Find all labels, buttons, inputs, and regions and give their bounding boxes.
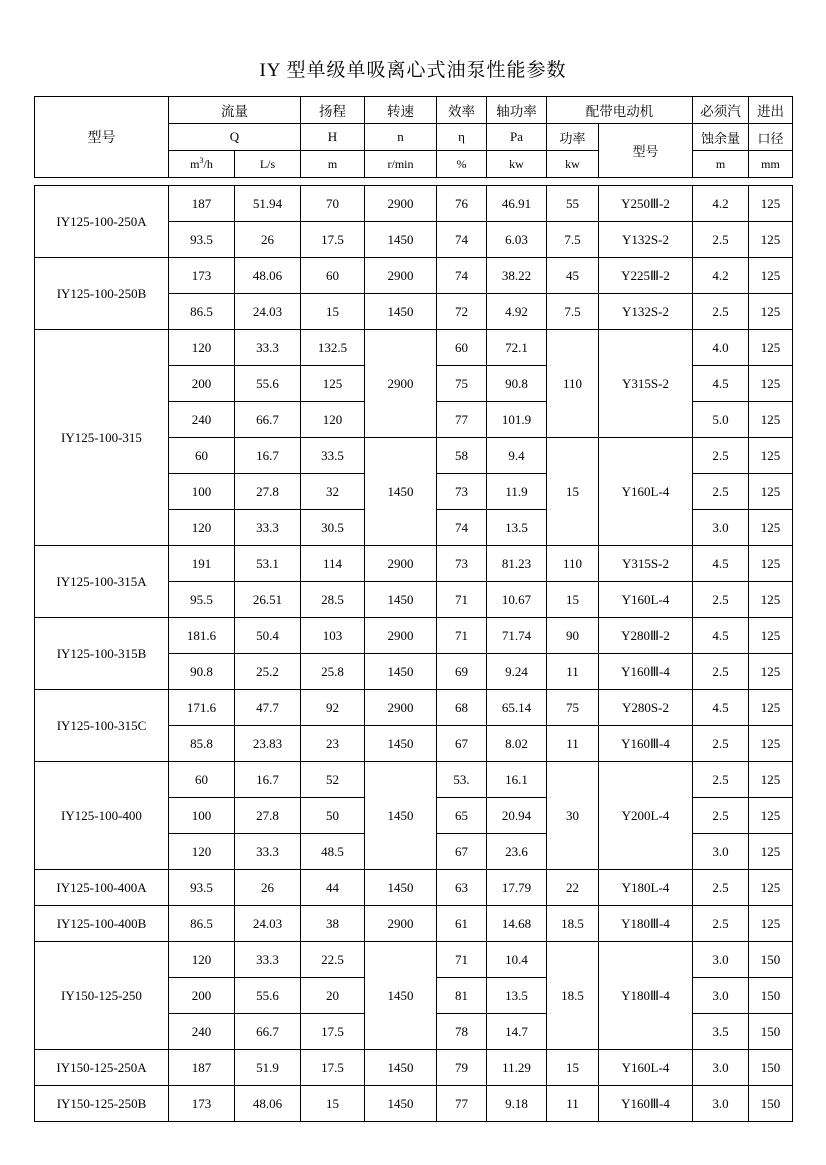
cell-h: 92 xyxy=(301,690,365,726)
cell-kw: 15 xyxy=(547,438,599,546)
cell-q_ls: 33.3 xyxy=(235,330,301,366)
cell-bore: 125 xyxy=(749,438,793,474)
cell-n: 2900 xyxy=(365,618,437,654)
header-unit-npsh: m xyxy=(693,151,749,178)
cell-model: IY125-100-400 xyxy=(35,762,169,870)
cell-h: 132.5 xyxy=(301,330,365,366)
cell-eta: 79 xyxy=(437,1050,487,1086)
header-unit-motor-power: kw xyxy=(547,151,599,178)
cell-q_ls: 66.7 xyxy=(235,402,301,438)
cell-q_m3h: 93.5 xyxy=(169,870,235,906)
cell-q_ls: 50.4 xyxy=(235,618,301,654)
cell-motor: Y160L-4 xyxy=(599,1050,693,1086)
cell-motor: Y180L-4 xyxy=(599,870,693,906)
cell-q_ls: 26.51 xyxy=(235,582,301,618)
cell-npsh: 2.5 xyxy=(693,762,749,798)
cell-model: IY125-100-250B xyxy=(35,258,169,330)
cell-npsh: 2.5 xyxy=(693,906,749,942)
header-motor-model-symbol: 型号 xyxy=(599,124,693,178)
cell-npsh: 3.0 xyxy=(693,978,749,1014)
cell-pa: 10.4 xyxy=(487,942,547,978)
cell-kw: 45 xyxy=(547,258,599,294)
cell-q_ls: 16.7 xyxy=(235,438,301,474)
cell-pa: 46.91 xyxy=(487,186,547,222)
cell-bore: 150 xyxy=(749,1050,793,1086)
cell-pa: 17.79 xyxy=(487,870,547,906)
cell-kw: 110 xyxy=(547,546,599,582)
header-bore-line1: 进出 xyxy=(757,104,784,119)
header-unit-flow-m3h: $m^3/h$ xyxy=(169,151,235,178)
cell-pa: 10.67 xyxy=(487,582,547,618)
cell-h: 103 xyxy=(301,618,365,654)
cell-n: 1450 xyxy=(365,726,437,762)
page-title: IY 型单级单吸离心式油泵性能参数 xyxy=(259,60,567,81)
cell-h: 32 xyxy=(301,474,365,510)
cell-q_m3h: 93.5 xyxy=(169,222,235,258)
cell-npsh: 3.0 xyxy=(693,510,749,546)
cell-motor: Y180Ⅲ-4 xyxy=(599,942,693,1050)
cell-q_m3h: 120 xyxy=(169,510,235,546)
cell-motor: Y160Ⅲ-4 xyxy=(599,726,693,762)
cell-eta: 63 xyxy=(437,870,487,906)
cell-pa: 72.1 xyxy=(487,330,547,366)
cell-kw: 90 xyxy=(547,618,599,654)
table-row xyxy=(35,906,793,942)
cell-eta: 71 xyxy=(437,942,487,978)
cell-h: 17.5 xyxy=(301,1014,365,1050)
cell-kw: 75 xyxy=(547,690,599,726)
cell-kw: 7.5 xyxy=(547,222,599,258)
cell-h: 125 xyxy=(301,366,365,402)
cell-q_m3h: 60 xyxy=(169,438,235,474)
cell-motor: Y132S-2 xyxy=(599,294,693,330)
cell-model: IY125-100-400B xyxy=(35,906,169,942)
cell-bore: 125 xyxy=(749,474,793,510)
cell-h: 22.5 xyxy=(301,942,365,978)
table-row xyxy=(35,1050,793,1086)
header-shaft-power-symbol: Pa xyxy=(487,124,547,151)
cell-bore: 125 xyxy=(749,294,793,330)
cell-npsh: 4.5 xyxy=(693,546,749,582)
cell-npsh: 4.5 xyxy=(693,690,749,726)
cell-eta: 60 xyxy=(437,330,487,366)
cell-bore: 125 xyxy=(749,798,793,834)
cell-eta: 74 xyxy=(437,510,487,546)
cell-model: IY125-100-315A xyxy=(35,546,169,618)
cell-npsh: 2.5 xyxy=(693,726,749,762)
cell-pa: 38.22 xyxy=(487,258,547,294)
cell-eta: 73 xyxy=(437,546,487,582)
cell-pa: 81.23 xyxy=(487,546,547,582)
cell-q_m3h: 60 xyxy=(169,762,235,798)
cell-q_ls: 23.83 xyxy=(235,726,301,762)
cell-pa: 9.4 xyxy=(487,438,547,474)
cell-motor: Y225Ⅲ-2 xyxy=(599,258,693,294)
cell-h: 17.5 xyxy=(301,222,365,258)
cell-motor: Y280Ⅲ-2 xyxy=(599,618,693,654)
cell-h: 44 xyxy=(301,870,365,906)
cell-npsh: 3.0 xyxy=(693,1050,749,1086)
header-shaft-power-group: 轴功率 xyxy=(487,97,547,124)
cell-eta: 69 xyxy=(437,654,487,690)
cell-eta: 72 xyxy=(437,294,487,330)
cell-q_m3h: 90.8 xyxy=(169,654,235,690)
cell-eta: 71 xyxy=(437,582,487,618)
header-unit-flow-ls: L/s xyxy=(235,151,301,178)
cell-kw: 11 xyxy=(547,726,599,762)
cell-model: IY125-100-400A xyxy=(35,870,169,906)
cell-eta: 73 xyxy=(437,474,487,510)
cell-n: 1450 xyxy=(365,438,437,546)
table-row xyxy=(35,330,793,366)
cell-n: 1450 xyxy=(365,582,437,618)
cell-n: 1450 xyxy=(365,762,437,870)
cell-q_m3h: 173 xyxy=(169,258,235,294)
performance-table xyxy=(34,185,793,1122)
cell-n: 2900 xyxy=(365,186,437,222)
cell-npsh: 4.2 xyxy=(693,258,749,294)
cell-model: IY125-100-315 xyxy=(35,330,169,546)
header-unit-head: m xyxy=(301,151,365,178)
cell-pa: 4.92 xyxy=(487,294,547,330)
cell-kw: 11 xyxy=(547,654,599,690)
cell-bore: 125 xyxy=(749,582,793,618)
cell-n: 2900 xyxy=(365,258,437,294)
cell-kw: 55 xyxy=(547,186,599,222)
cell-h: 48.5 xyxy=(301,834,365,870)
cell-eta: 78 xyxy=(437,1014,487,1050)
cell-pa: 71.74 xyxy=(487,618,547,654)
cell-bore: 125 xyxy=(749,366,793,402)
cell-q_ls: 27.8 xyxy=(235,474,301,510)
cell-kw: 18.5 xyxy=(547,906,599,942)
cell-h: 70 xyxy=(301,186,365,222)
cell-q_ls: 53.1 xyxy=(235,546,301,582)
cell-npsh: 3.0 xyxy=(693,1086,749,1122)
cell-eta: 76 xyxy=(437,186,487,222)
cell-q_m3h: 171.6 xyxy=(169,690,235,726)
cell-n: 1450 xyxy=(365,942,437,1050)
cell-q_m3h: 240 xyxy=(169,402,235,438)
cell-bore: 125 xyxy=(749,510,793,546)
cell-model: IY125-100-315B xyxy=(35,618,169,690)
cell-q_m3h: 187 xyxy=(169,1050,235,1086)
cell-motor: Y132S-2 xyxy=(599,222,693,258)
cell-eta: 75 xyxy=(437,366,487,402)
cell-model: IY150-125-250 xyxy=(35,942,169,1050)
cell-h: 120 xyxy=(301,402,365,438)
cell-q_m3h: 120 xyxy=(169,834,235,870)
cell-q_m3h: 200 xyxy=(169,978,235,1014)
cell-motor: Y160L-4 xyxy=(599,438,693,546)
header-unit-efficiency: % xyxy=(437,151,487,178)
cell-h: 38 xyxy=(301,906,365,942)
cell-q_m3h: 187 xyxy=(169,186,235,222)
cell-bore: 150 xyxy=(749,942,793,978)
cell-h: 50 xyxy=(301,798,365,834)
header-npsh-line2: 蚀余量 xyxy=(693,124,749,151)
cell-q_m3h: 86.5 xyxy=(169,906,235,942)
cell-h: 15 xyxy=(301,1086,365,1122)
cell-q_m3h: 120 xyxy=(169,942,235,978)
cell-npsh: 2.5 xyxy=(693,798,749,834)
cell-n: 1450 xyxy=(365,222,437,258)
cell-n: 1450 xyxy=(365,1086,437,1122)
cell-q_m3h: 240 xyxy=(169,1014,235,1050)
cell-npsh: 2.5 xyxy=(693,222,749,258)
cell-motor: Y200L-4 xyxy=(599,762,693,870)
cell-q_m3h: 191 xyxy=(169,546,235,582)
header-npsh-line1: 必须汽 xyxy=(700,104,741,119)
cell-n: 1450 xyxy=(365,870,437,906)
cell-h: 52 xyxy=(301,762,365,798)
cell-npsh: 5.0 xyxy=(693,402,749,438)
table-row xyxy=(35,618,793,654)
cell-n: 1450 xyxy=(365,1050,437,1086)
cell-kw: 15 xyxy=(547,1050,599,1086)
cell-bore: 150 xyxy=(749,1014,793,1050)
cell-pa: 23.6 xyxy=(487,834,547,870)
cell-q_m3h: 100 xyxy=(169,798,235,834)
cell-npsh: 2.5 xyxy=(693,438,749,474)
header-unit-bore: mm xyxy=(749,151,793,178)
cell-npsh: 2.5 xyxy=(693,474,749,510)
cell-pa: 14.7 xyxy=(487,1014,547,1050)
cell-npsh: 2.5 xyxy=(693,582,749,618)
cell-eta: 65 xyxy=(437,798,487,834)
cell-kw: 7.5 xyxy=(547,294,599,330)
table-row xyxy=(35,546,793,582)
header-flow-symbol: Q xyxy=(169,124,301,151)
cell-bore: 125 xyxy=(749,762,793,798)
cell-eta: 71 xyxy=(437,618,487,654)
cell-q_m3h: 200 xyxy=(169,366,235,402)
cell-q_ls: 66.7 xyxy=(235,1014,301,1050)
cell-kw: 22 xyxy=(547,870,599,906)
cell-n: 2900 xyxy=(365,690,437,726)
table-row xyxy=(35,942,793,978)
cell-kw: 30 xyxy=(547,762,599,870)
cell-npsh: 3.0 xyxy=(693,942,749,978)
header-motor-group: 配带电动机 xyxy=(547,97,693,124)
header-motor-power-symbol: 功率 xyxy=(547,124,599,151)
cell-eta: 74 xyxy=(437,258,487,294)
cell-q_ls: 48.06 xyxy=(235,1086,301,1122)
cell-eta: 77 xyxy=(437,402,487,438)
cell-h: 25.8 xyxy=(301,654,365,690)
cell-eta: 58 xyxy=(437,438,487,474)
cell-q_ls: 24.03 xyxy=(235,906,301,942)
cell-q_m3h: 85.8 xyxy=(169,726,235,762)
cell-h: 17.5 xyxy=(301,1050,365,1086)
cell-eta: 77 xyxy=(437,1086,487,1122)
cell-pa: 14.68 xyxy=(487,906,547,942)
table-header xyxy=(34,96,793,178)
cell-q_ls: 51.9 xyxy=(235,1050,301,1086)
header-head-group: 扬程 xyxy=(301,97,365,124)
cell-n: 1450 xyxy=(365,654,437,690)
cell-q_ls: 26 xyxy=(235,870,301,906)
cell-bore: 125 xyxy=(749,186,793,222)
cell-bore: 125 xyxy=(749,690,793,726)
cell-q_ls: 55.6 xyxy=(235,366,301,402)
cell-eta: 68 xyxy=(437,690,487,726)
cell-pa: 9.24 xyxy=(487,654,547,690)
cell-motor: Y315S-2 xyxy=(599,330,693,438)
cell-npsh: 4.5 xyxy=(693,618,749,654)
cell-h: 33.5 xyxy=(301,438,365,474)
cell-h: 30.5 xyxy=(301,510,365,546)
cell-motor: Y280S-2 xyxy=(599,690,693,726)
cell-bore: 125 xyxy=(749,906,793,942)
table-row xyxy=(35,762,793,798)
header-speed-group: 转速 xyxy=(365,97,437,124)
header-unit-speed: r/min xyxy=(365,151,437,178)
cell-h: 15 xyxy=(301,294,365,330)
cell-q_ls: 51.94 xyxy=(235,186,301,222)
cell-kw: 11 xyxy=(547,1086,599,1122)
cell-h: 28.5 xyxy=(301,582,365,618)
cell-motor: Y250Ⅲ-2 xyxy=(599,186,693,222)
cell-bore: 125 xyxy=(749,402,793,438)
header-efficiency-symbol: η xyxy=(437,124,487,151)
cell-pa: 90.8 xyxy=(487,366,547,402)
cell-bore: 125 xyxy=(749,546,793,582)
header-bore-line2: 口径 xyxy=(749,124,793,151)
cell-q_m3h: 173 xyxy=(169,1086,235,1122)
cell-bore: 125 xyxy=(749,654,793,690)
cell-q_ls: 47.7 xyxy=(235,690,301,726)
cell-q_m3h: 120 xyxy=(169,330,235,366)
cell-model: IY125-100-250A xyxy=(35,186,169,258)
table-row xyxy=(35,1086,793,1122)
table-row xyxy=(35,870,793,906)
cell-eta: 67 xyxy=(437,726,487,762)
cell-npsh: 4.5 xyxy=(693,366,749,402)
cell-n: 2900 xyxy=(365,546,437,582)
cell-pa: 13.5 xyxy=(487,978,547,1014)
cell-model: IY125-100-315C xyxy=(35,690,169,762)
cell-h: 20 xyxy=(301,978,365,1014)
cell-eta: 61 xyxy=(437,906,487,942)
cell-eta: 74 xyxy=(437,222,487,258)
cell-motor: Y315S-2 xyxy=(599,546,693,582)
cell-q_m3h: 95.5 xyxy=(169,582,235,618)
cell-h: 114 xyxy=(301,546,365,582)
cell-pa: 9.18 xyxy=(487,1086,547,1122)
cell-q_ls: 26 xyxy=(235,222,301,258)
cell-bore: 125 xyxy=(749,222,793,258)
cell-h: 23 xyxy=(301,726,365,762)
cell-q_ls: 27.8 xyxy=(235,798,301,834)
cell-q_ls: 24.03 xyxy=(235,294,301,330)
cell-pa: 8.02 xyxy=(487,726,547,762)
cell-q_ls: 48.06 xyxy=(235,258,301,294)
header-npsh-group xyxy=(693,97,749,124)
cell-pa: 6.03 xyxy=(487,222,547,258)
header-head-symbol: H xyxy=(301,124,365,151)
table-row xyxy=(35,690,793,726)
header-bore-group xyxy=(749,97,793,124)
cell-q_ls: 33.3 xyxy=(235,510,301,546)
cell-npsh: 2.5 xyxy=(693,654,749,690)
cell-pa: 20.94 xyxy=(487,798,547,834)
cell-pa: 11.9 xyxy=(487,474,547,510)
cell-eta: 81 xyxy=(437,978,487,1014)
header-model: 型号 xyxy=(35,97,169,178)
cell-eta: 53. xyxy=(437,762,487,798)
cell-pa: 101.9 xyxy=(487,402,547,438)
cell-model: IY150-125-250B xyxy=(35,1086,169,1122)
cell-npsh: 2.5 xyxy=(693,870,749,906)
cell-npsh: 4.0 xyxy=(693,330,749,366)
cell-q_ls: 16.7 xyxy=(235,762,301,798)
cell-kw: 15 xyxy=(547,582,599,618)
cell-bore: 125 xyxy=(749,330,793,366)
cell-q_m3h: 86.5 xyxy=(169,294,235,330)
cell-n: 2900 xyxy=(365,330,437,438)
table-body xyxy=(35,186,793,1122)
cell-bore: 150 xyxy=(749,1086,793,1122)
cell-motor: Y160Ⅲ-4 xyxy=(599,1086,693,1122)
cell-pa: 65.14 xyxy=(487,690,547,726)
cell-npsh: 4.2 xyxy=(693,186,749,222)
cell-kw: 110 xyxy=(547,330,599,438)
cell-npsh: 3.5 xyxy=(693,1014,749,1050)
cell-motor: Y160Ⅲ-4 xyxy=(599,654,693,690)
cell-pa: 11.29 xyxy=(487,1050,547,1086)
header-unit-shaft-power: kw xyxy=(487,151,547,178)
cell-bore: 125 xyxy=(749,618,793,654)
cell-q_ls: 33.3 xyxy=(235,942,301,978)
header-efficiency-group: 效率 xyxy=(437,97,487,124)
table-row xyxy=(35,186,793,222)
cell-q_m3h: 100 xyxy=(169,474,235,510)
cell-npsh: 3.0 xyxy=(693,834,749,870)
header-speed-symbol: n xyxy=(365,124,437,151)
cell-bore: 125 xyxy=(749,870,793,906)
cell-q_ls: 33.3 xyxy=(235,834,301,870)
cell-bore: 150 xyxy=(749,978,793,1014)
cell-motor: Y160L-4 xyxy=(599,582,693,618)
cell-bore: 125 xyxy=(749,834,793,870)
cell-q_ls: 25.2 xyxy=(235,654,301,690)
cell-eta: 67 xyxy=(437,834,487,870)
cell-n: 1450 xyxy=(365,294,437,330)
cell-motor: Y180Ⅲ-4 xyxy=(599,906,693,942)
cell-q_m3h: 181.6 xyxy=(169,618,235,654)
cell-kw: 18.5 xyxy=(547,942,599,1050)
cell-npsh: 2.5 xyxy=(693,294,749,330)
cell-bore: 125 xyxy=(749,726,793,762)
cell-pa: 13.5 xyxy=(487,510,547,546)
cell-pa: 16.1 xyxy=(487,762,547,798)
cell-h: 60 xyxy=(301,258,365,294)
table-row xyxy=(35,258,793,294)
cell-q_ls: 55.6 xyxy=(235,978,301,1014)
header-flow-group: 流量 xyxy=(169,97,301,124)
cell-model: IY150-125-250A xyxy=(35,1050,169,1086)
cell-n: 2900 xyxy=(365,906,437,942)
cell-bore: 125 xyxy=(749,258,793,294)
